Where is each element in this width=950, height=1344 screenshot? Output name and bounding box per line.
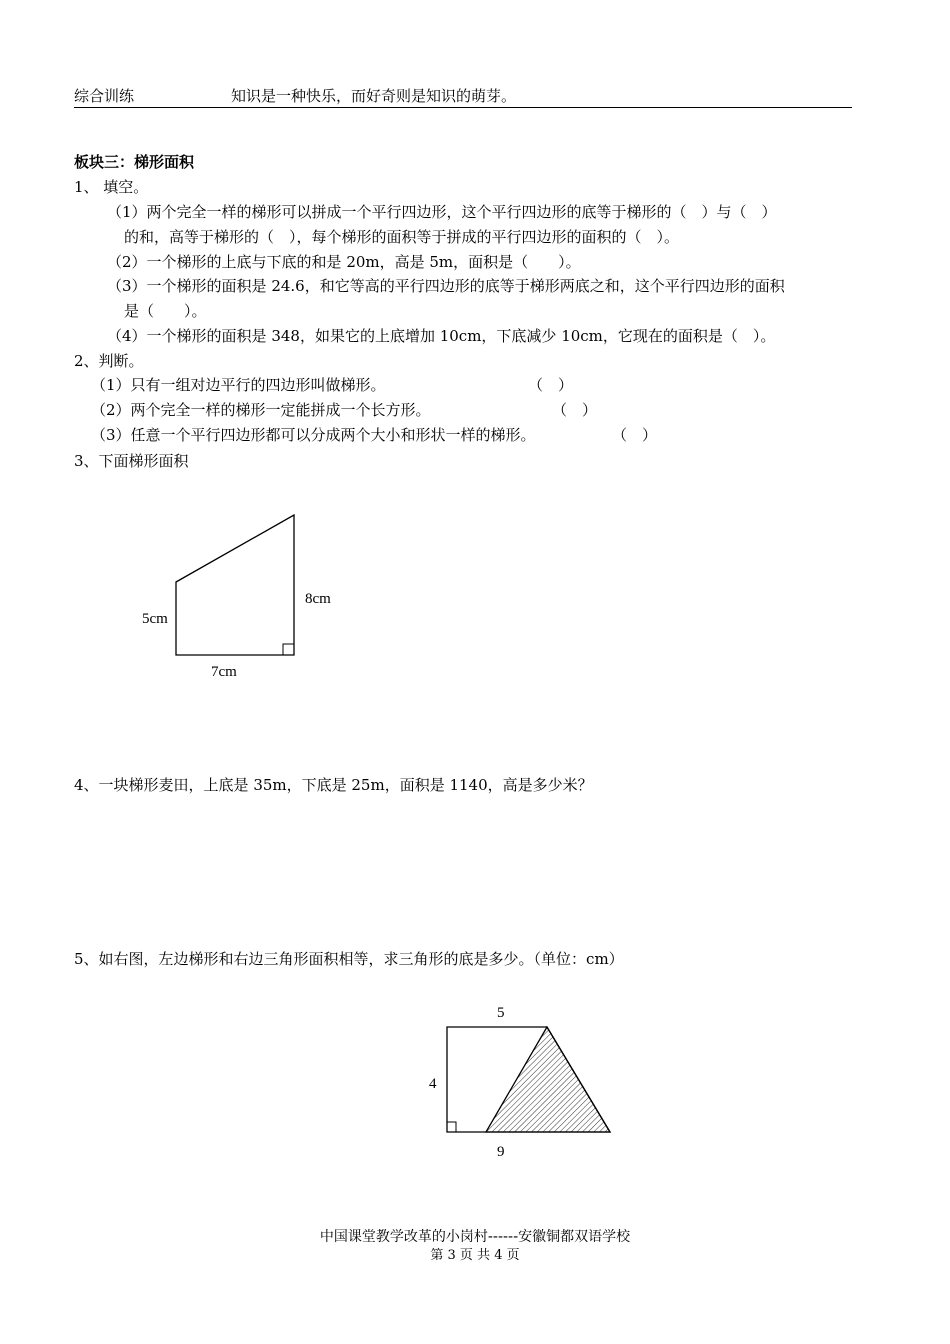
q1-item-4: （4）一个梯形的面积是 348，如果它的上底增加 10cm，下底减少 10cm，它现在的面积是（ ）。 <box>107 327 776 345</box>
q1-item-1-line-2: 的和，高等于梯形的（ ），每个梯形的面积等于拼成的平行四边形的面积的（ ）。 <box>124 228 680 246</box>
q1-title: 1、 填空。 <box>74 178 149 196</box>
footer-school: 中国课堂教学改革的小岗村------安徽铜都双语学校 <box>319 1229 631 1245</box>
q1-item-3-line-2: 是（ ）。 <box>124 302 207 320</box>
q2-item-2-blank: （ ） <box>552 401 598 419</box>
q2-item-1-blank: （ ） <box>528 376 574 394</box>
q2-item-1: （1）只有一组对边平行的四边形叫做梯形。 <box>91 376 386 394</box>
header-left-label: 综合训练 <box>74 87 135 105</box>
section-title: 板块三：梯形面积 <box>74 153 195 171</box>
q1-item-3-line-1: （3）一个梯形的面积是 24.6，和它等高的平行四边形的底等于梯形两底之和，这个平行四边形的面积 <box>107 277 785 295</box>
q1-item-2: （2）一个梯形的上底与下底的和是 20m，高是 5m，面积是（ ）。 <box>107 253 581 271</box>
q5-hatched-triangle <box>486 1027 610 1132</box>
q3-label-bottom: 7cm <box>211 664 237 680</box>
q2-item-3: （3）任意一个平行四边形都可以分成两个大小和形状一样的梯形。 <box>91 426 536 444</box>
q2-item-3-blank: （ ） <box>612 426 658 444</box>
footer-page-number: 第 3 页 共 4 页 <box>430 1248 520 1263</box>
q2-item-2: （2）两个完全一样的梯形一定能拼成一个长方形。 <box>91 401 431 419</box>
q3-title: 3、下面梯形面积 <box>74 452 189 470</box>
q4-title: 4、一块梯形麦田，上底是 35m，下底是 25m，面积是 1140，高是多少米？ <box>74 776 593 794</box>
q5-label-bottom: 9 <box>497 1144 505 1160</box>
header-motto: 知识是一种快乐，而好奇则是知识的萌芽。 <box>231 87 517 105</box>
q2-title: 2、判断。 <box>74 352 144 370</box>
q3-label-left: 5cm <box>142 611 168 627</box>
q5-label-top: 5 <box>497 1005 505 1021</box>
q3-label-right: 8cm <box>305 591 331 607</box>
q5-right-angle-mark <box>447 1122 456 1132</box>
q1-item-1-line-1: （1）两个完全一样的梯形可以拼成一个平行四边形，这个平行四边形的底等于梯形的（ ）与（ ） <box>107 203 777 221</box>
q5-label-left: 4 <box>429 1076 437 1092</box>
q5-title: 5、如右图，左边梯形和右边三角形面积相等，求三角形的底是多少。（单位：cm） <box>74 950 624 968</box>
